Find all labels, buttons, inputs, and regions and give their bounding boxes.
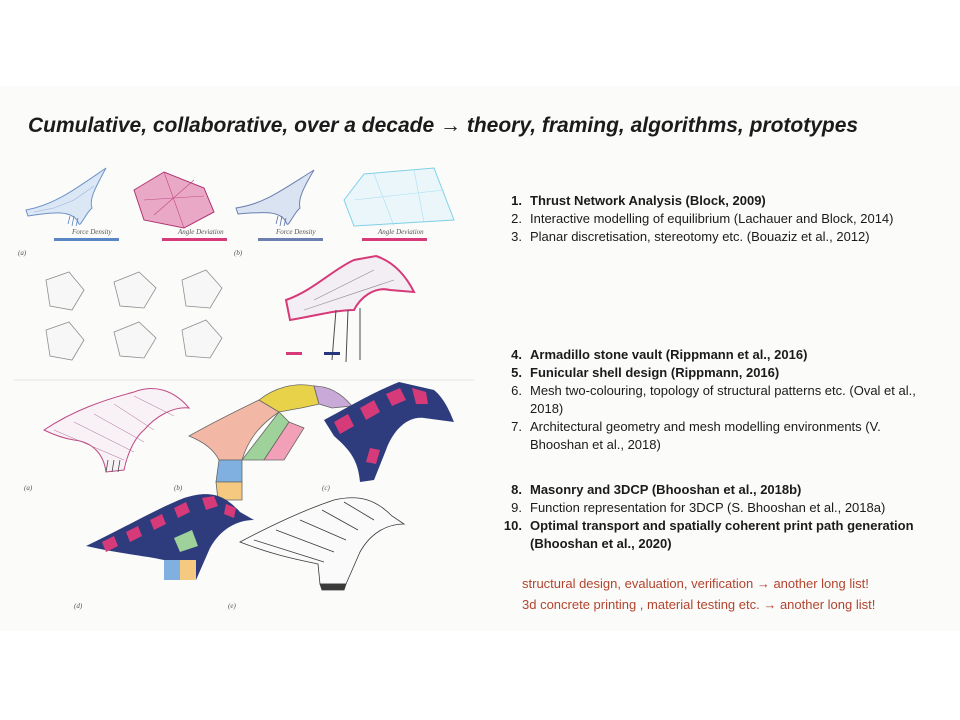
note-structural-design: structural design, evaluation, verification → another long list! [522,576,869,591]
scale-label-3: Force Density [276,228,316,236]
color-scale-bars [54,238,427,241]
figure-collage-svg [14,160,474,630]
reference-group-3 [500,481,940,553]
note-concrete-printing: 3d concrete printing , material testing etc. → another long list! [522,597,876,612]
legend-swatch-navy [324,352,340,355]
reference-item: 1. Thrust Network Analysis (Block, 2009) [511,193,766,208]
angle-deviation-shell-1 [134,172,214,228]
reference-item: 10. Optimal transport and spatially coherent print path generation (Bhooshan et al., 2020) [503,518,914,551]
force-density-shell-1 [26,168,106,226]
mesh-line-drawing-e [240,498,404,590]
mesh-patches-b [189,385,352,500]
reference-item: 5. Funicular shell design (Rippmann, 2016) [511,365,780,380]
mesh-caption-d: (d) [74,602,83,610]
scale-label-1: Force Density [72,228,112,236]
angle-deviation-shell-2 [344,168,454,226]
slide-title: Cumulative, collaborative, over a decade → theory, framing, algorithms, prototypes [28,114,859,137]
reference-item: 7. Architectural geometry and mesh modelling environments (V. Bhooshan et al., 2018) [511,419,881,452]
thrust-network-shell [286,256,414,362]
figure-collage [14,160,474,630]
reference-group-2 [500,346,940,454]
form-diagrams-grid [46,270,222,360]
scale-label-4: Angle Deviation [378,228,424,236]
mesh-caption-e: (e) [228,602,236,610]
reference-item: 8. Masonry and 3DCP (Bhooshan et al., 2018b) [511,482,802,497]
reference-item: 6. Mesh two-colouring, topology of structural patterns etc. (Oval et al., 2018) [511,383,916,416]
mesh-combined-d [86,494,254,580]
top-caption-a: (a) [18,249,27,257]
mesh-wireframe-a [44,389,189,472]
reference-item: 3. Planar discretisation, stereotomy etc. (Bouaziz et al., 2012) [511,229,870,244]
legend-swatch-magenta [286,352,302,355]
mesh-caption-a: (a) [24,484,33,492]
reference-item: 2. Interactive modelling of equilibrium (Lachauer and Block, 2014) [511,211,894,226]
reference-item: 4. Armadillo stone vault (Rippmann et al., 2016) [511,347,808,362]
mesh-caption-c: (c) [322,484,330,492]
mesh-caption-b: (b) [174,484,183,492]
reference-item: 9. Function representation for 3DCP (S. Bhooshan et al., 2018a) [511,500,886,515]
force-density-shell-2 [236,170,314,226]
top-caption-b: (b) [234,249,243,257]
scale-label-2: Angle Deviation [178,228,224,236]
reference-group-1 [500,192,940,246]
